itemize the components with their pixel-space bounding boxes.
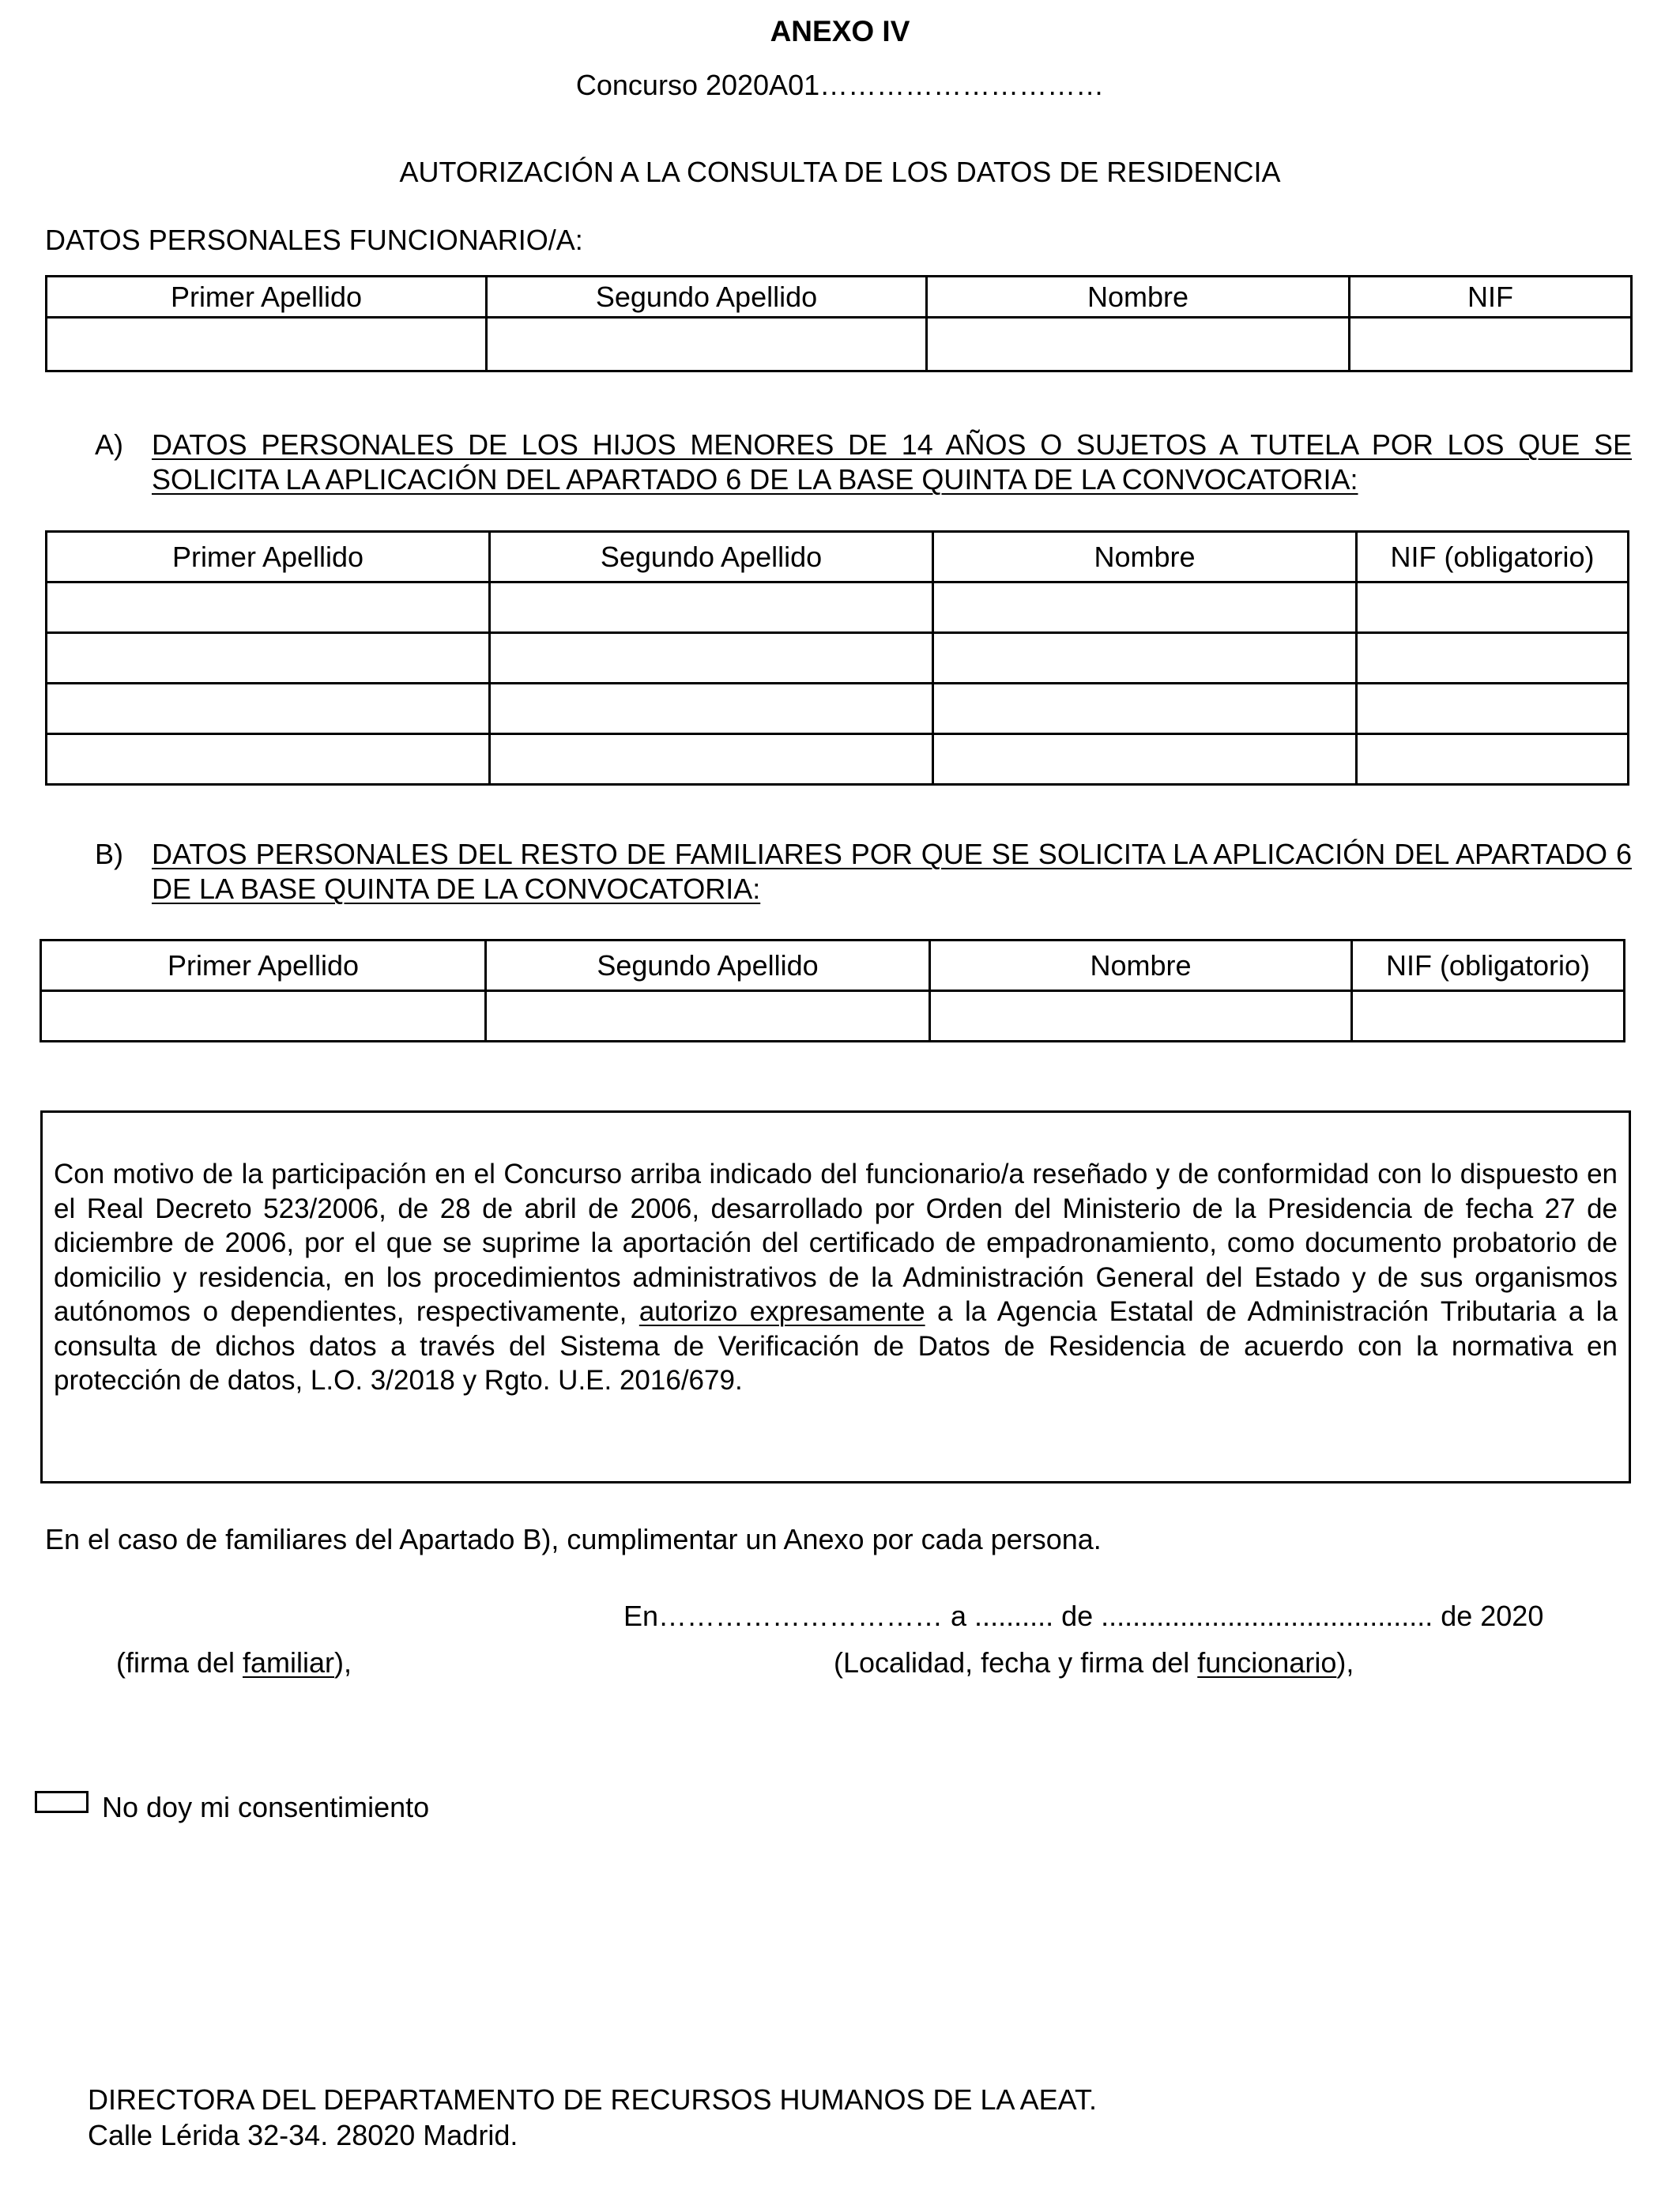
- primer-apellido-field[interactable]: [47, 633, 490, 684]
- place-date-line[interactable]: En………………………… a .......... de .......................................... de 2020: [623, 1600, 1544, 1632]
- table-header-row: [41, 941, 1625, 991]
- column-header: NIF: [1350, 277, 1632, 318]
- nif-field[interactable]: [1357, 582, 1629, 633]
- authorization-notice: [40, 1110, 1631, 1483]
- column-header: Nombre: [933, 532, 1357, 582]
- table-header-row: [47, 532, 1629, 582]
- primer-apellido-field[interactable]: [41, 991, 486, 1042]
- segundo-apellido-field[interactable]: [490, 633, 933, 684]
- section-heading-text: DATOS PERSONALES DE LOS HIJOS MENORES DE 14 AÑOS O SUJETOS A TUTELA POR LOS QUE SE SOLICITA LA APLICACIÓN DEL APARTADO 6 DE LA BASE QUINTA DE LA CONVOCATORIA:: [152, 428, 1632, 496]
- relatives-data-table: [40, 939, 1625, 1042]
- table-row: [47, 582, 1629, 633]
- label-emphasis: familiar: [243, 1646, 335, 1679]
- no-consent-checkbox[interactable]: [35, 1791, 89, 1813]
- nombre-field[interactable]: [933, 734, 1357, 785]
- segundo-apellido-field[interactable]: [486, 991, 930, 1042]
- column-header: Segundo Apellido: [486, 941, 930, 991]
- official-data-label: DATOS PERSONALES FUNCIONARIO/A:: [45, 224, 583, 256]
- recipient-address: Calle Lérida 32-34. 28020 Madrid.: [88, 2119, 518, 2151]
- nif-field[interactable]: [1357, 734, 1629, 785]
- authorization-text: [54, 1157, 1618, 1398]
- family-signature-label: [116, 1646, 352, 1679]
- segundo-apellido-field[interactable]: [490, 684, 933, 734]
- label-emphasis: funcionario: [1197, 1646, 1337, 1679]
- column-header: Primer Apellido: [47, 532, 490, 582]
- label-text: (Localidad, fecha y firma del: [834, 1646, 1198, 1679]
- official-signature-label: [834, 1646, 1354, 1679]
- label-text: (firma del: [116, 1646, 243, 1679]
- primer-apellido-field[interactable]: [47, 734, 490, 785]
- children-data-table: [45, 530, 1629, 786]
- column-header: Primer Apellido: [41, 941, 486, 991]
- label-text: ),: [1336, 1646, 1354, 1679]
- section-heading-text: DATOS PERSONALES DEL RESTO DE FAMILIARES POR QUE SE SOLICITA LA APLICACIÓN DEL APARTADO 6 DE LA BASE QUINTA DE LA CONVOCATORIA:: [152, 838, 1632, 905]
- column-header: Segundo Apellido: [490, 532, 933, 582]
- table-row: [47, 684, 1629, 734]
- table-header-row: [47, 277, 1632, 318]
- primer-apellido-field[interactable]: [47, 684, 490, 734]
- table-row: [47, 734, 1629, 785]
- column-header: NIF (obligatorio): [1357, 532, 1629, 582]
- section-marker: B): [95, 838, 123, 870]
- column-header: Nombre: [930, 941, 1352, 991]
- no-consent-label: No doy mi consentimiento: [102, 1791, 430, 1823]
- nif-field[interactable]: [1357, 684, 1629, 734]
- column-header: Primer Apellido: [47, 277, 487, 318]
- nombre-field[interactable]: [933, 684, 1357, 734]
- section-b-heading: [95, 837, 1632, 908]
- notice-text-part: Con motivo de la participación en el Concurso arriba indicado del funcionario/a reseñado y de conformidad con lo dispuesto en el Real Decreto 523/2006, de 28 de abril de 2006, desarrollado por Orden del Ministerio de la Presidencia de fecha 27 de diciembre de 2006, por el que se suprime la aportación del certificado de empadronamiento, como documento probatorio de domicilio y residencia, en los procedimientos administrativos de la Administración General del Estado y de sus organismos autónomos o dependientes, respectivamente,: [54, 1159, 1618, 1327]
- official-data-table: [45, 275, 1633, 372]
- nombre-field[interactable]: [933, 582, 1357, 633]
- primer-apellido-field[interactable]: [47, 582, 490, 633]
- nif-field[interactable]: [1357, 633, 1629, 684]
- column-header: Nombre: [927, 277, 1350, 318]
- nombre-field[interactable]: [933, 633, 1357, 684]
- recipient-title: DIRECTORA DEL DEPARTAMENTO DE RECURSOS HUMANOS DE LA AEAT.: [88, 2083, 1097, 2116]
- primer-apellido-field[interactable]: [47, 318, 487, 371]
- table-row: [41, 991, 1625, 1042]
- section-a-heading: [95, 428, 1632, 499]
- segundo-apellido-field[interactable]: [487, 318, 927, 371]
- annex-title: ANEXO IV: [770, 15, 910, 47]
- notice-emphasis: autorizo expresamente: [638, 1296, 925, 1327]
- nombre-field[interactable]: [930, 991, 1352, 1042]
- family-note: En el caso de familiares del Apartado B), cumplimentar un Anexo por cada persona.: [45, 1523, 1102, 1555]
- contest-line: Concurso 2020A01…………………………: [575, 69, 1105, 101]
- nif-field[interactable]: [1350, 318, 1632, 371]
- authorization-title: AUTORIZACIÓN A LA CONSULTA DE LOS DATOS DE RESIDENCIA: [399, 156, 1281, 188]
- table-row: [47, 318, 1632, 371]
- column-header: NIF (obligatorio): [1352, 941, 1625, 991]
- nombre-field[interactable]: [927, 318, 1350, 371]
- segundo-apellido-field[interactable]: [490, 582, 933, 633]
- column-header: Segundo Apellido: [487, 277, 927, 318]
- segundo-apellido-field[interactable]: [490, 734, 933, 785]
- label-text: ),: [334, 1646, 352, 1679]
- notice-text-part: a la Agencia Estatal de Administración Tributaria a la consulta de dichos datos a través del Sistema de Verificación de Datos de Residencia de acuerdo con la normativa en protección de datos, L.O. 3/2018 y Rgto. U.E. 2016/679.: [54, 1296, 1618, 1396]
- nif-field[interactable]: [1352, 991, 1625, 1042]
- table-row: [47, 633, 1629, 684]
- section-marker: A): [95, 428, 123, 461]
